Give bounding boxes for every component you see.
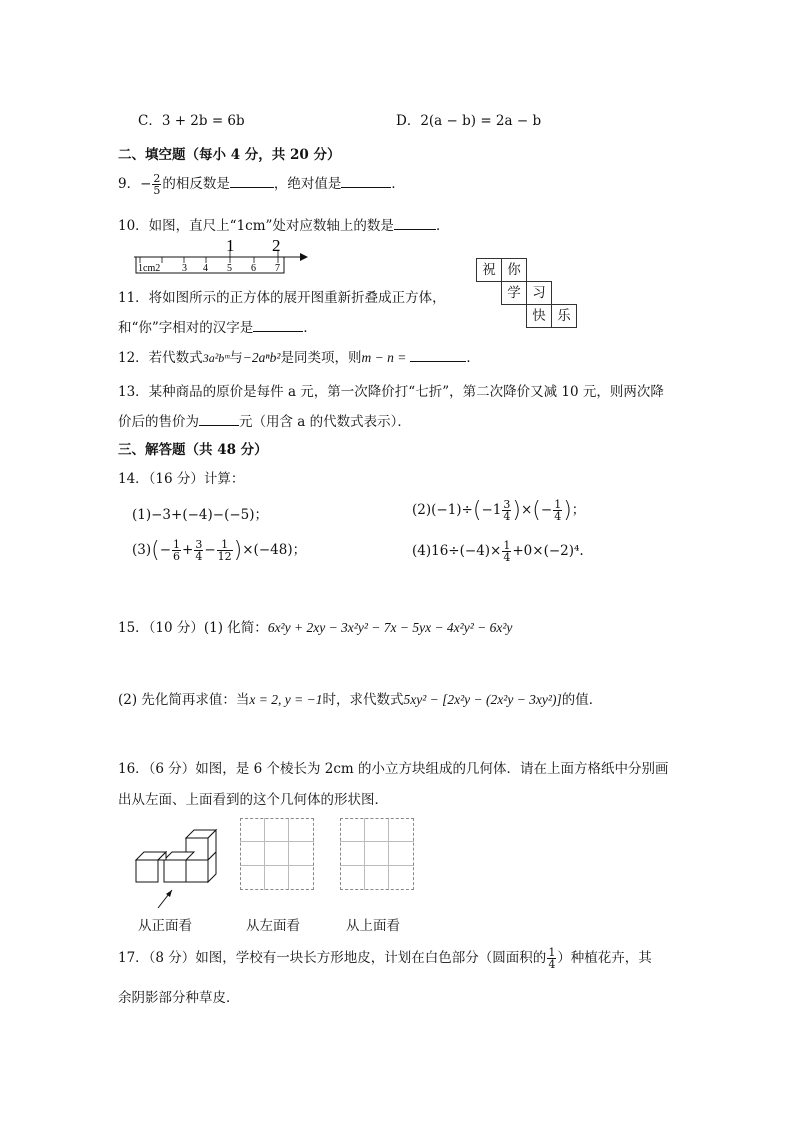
q14-part-4: (4)16÷(−4)× $\frac{1}{4}$ +0×(−2)⁴.: [412, 539, 584, 564]
option-c: C．3 + 2b = 6b: [138, 113, 245, 129]
question-10: 10．如图，直尺上“1cm”处对应数轴上的数是 ．: [118, 218, 450, 234]
section-title-solve: 三、解答题（共 48 分）: [118, 442, 268, 458]
question-11-line2: 和“你”字相对的汉字是 ．: [118, 320, 317, 336]
front-view-label: 从正面看: [138, 918, 192, 934]
net-cell: 你: [501, 258, 527, 282]
answer-blank[interactable]: [230, 186, 274, 188]
top-view-label: 从上面看: [346, 918, 400, 934]
question-17-line1: 17．（8 分）如图，学校有一块长方形地皮，计划在白色部分（圆面积的 $\frac{1}{4}$ ）种植花卉，其: [118, 946, 652, 971]
question-11-line1: 11．将如图所示的正方体的展开图重新折叠成正方体，: [118, 290, 446, 306]
ruler-tick-label: 4: [203, 263, 208, 274]
question-9: 9．− $\frac{2}{5}$ 的相反数是 ，绝对值是 ．: [118, 172, 405, 197]
ruler-tick-label: 6: [251, 263, 256, 274]
answer-blank[interactable]: [410, 360, 466, 362]
ruler-tick-label: 1cm2: [138, 263, 161, 274]
answer-blank[interactable]: [253, 330, 303, 332]
question-15-part-2: (2) 先化简再求值：当x = 2, y = −1时，求代数式5xy² − [2x²y − (2x²y − 3xy²)]的值．: [118, 692, 603, 708]
ruler-top-label: 1: [226, 236, 235, 255]
fraction: $\frac{2}{5}$: [153, 172, 161, 197]
ruler-number-line-figure: [130, 236, 310, 278]
answer-blank[interactable]: [199, 424, 239, 426]
left-view-grid[interactable]: [240, 818, 314, 890]
ruler-tick-label: 3: [182, 263, 187, 274]
net-cell: 祝: [476, 258, 502, 282]
q14-part-1: (1)−3+(−4)−(−5)；: [132, 507, 269, 523]
q14-part-2: (2)(−1)÷(−1 $\frac{3}{4}$ )×(− $\frac{1}{4}$ )；: [412, 498, 586, 523]
ruler-tick-label: 7: [275, 263, 280, 274]
question-13-line2: 价后的售价为 元（用含 a 的代数式表示）．: [118, 414, 411, 430]
question-15-part-1: 15．（10 分）(1) 化简：6x²y + 2xy − 3x²y² − 7x − 5yx − 4x²y² − 6x²y: [118, 620, 513, 636]
q14-part-3: (3)(− $\frac{1}{6}$ + $\frac{3}{4}$ − $\frac{1}{12}$ )×(−48)；: [132, 538, 307, 563]
net-cell: 快: [526, 304, 552, 328]
left-view-label: 从左面看: [246, 918, 300, 934]
option-d: D．2(a − b) = 2a − b: [396, 113, 542, 129]
net-cell: 学: [501, 281, 527, 305]
section-title-fill-in: 二、填空题（每小 4 分，共 20 分）: [118, 147, 341, 163]
question-16-line2: 出从左面、上面看到的这个几何体的形状图．: [118, 792, 388, 808]
ruler-top-label: 2: [272, 236, 281, 255]
top-view-grid[interactable]: [340, 818, 414, 890]
question-14-head: 14．（16 分）计算：: [118, 471, 245, 487]
question-12: 12．若代数式3a²bᵐ与−2aⁿb²是同类项，则m − n = ．: [118, 350, 480, 366]
net-cell: 乐: [551, 304, 577, 328]
net-cell: 习: [526, 281, 552, 305]
question-13-line1: 13．某种商品的原价是每件 a 元，第一次降价打“七折”，第二次降价又减 10 元，则两次降: [118, 384, 664, 400]
answer-blank[interactable]: [341, 186, 391, 188]
ruler-tick-label: 5: [227, 263, 232, 274]
question-16-line1: 16．（6 分）如图，是 6 个棱长为 2cm 的小立方块组成的几何体．请在上面方格纸中分别画: [118, 761, 669, 777]
answer-blank[interactable]: [394, 228, 436, 230]
cube-solid-figure: [130, 824, 220, 914]
question-17-line2: 余阴影部分种草皮．: [118, 990, 240, 1006]
